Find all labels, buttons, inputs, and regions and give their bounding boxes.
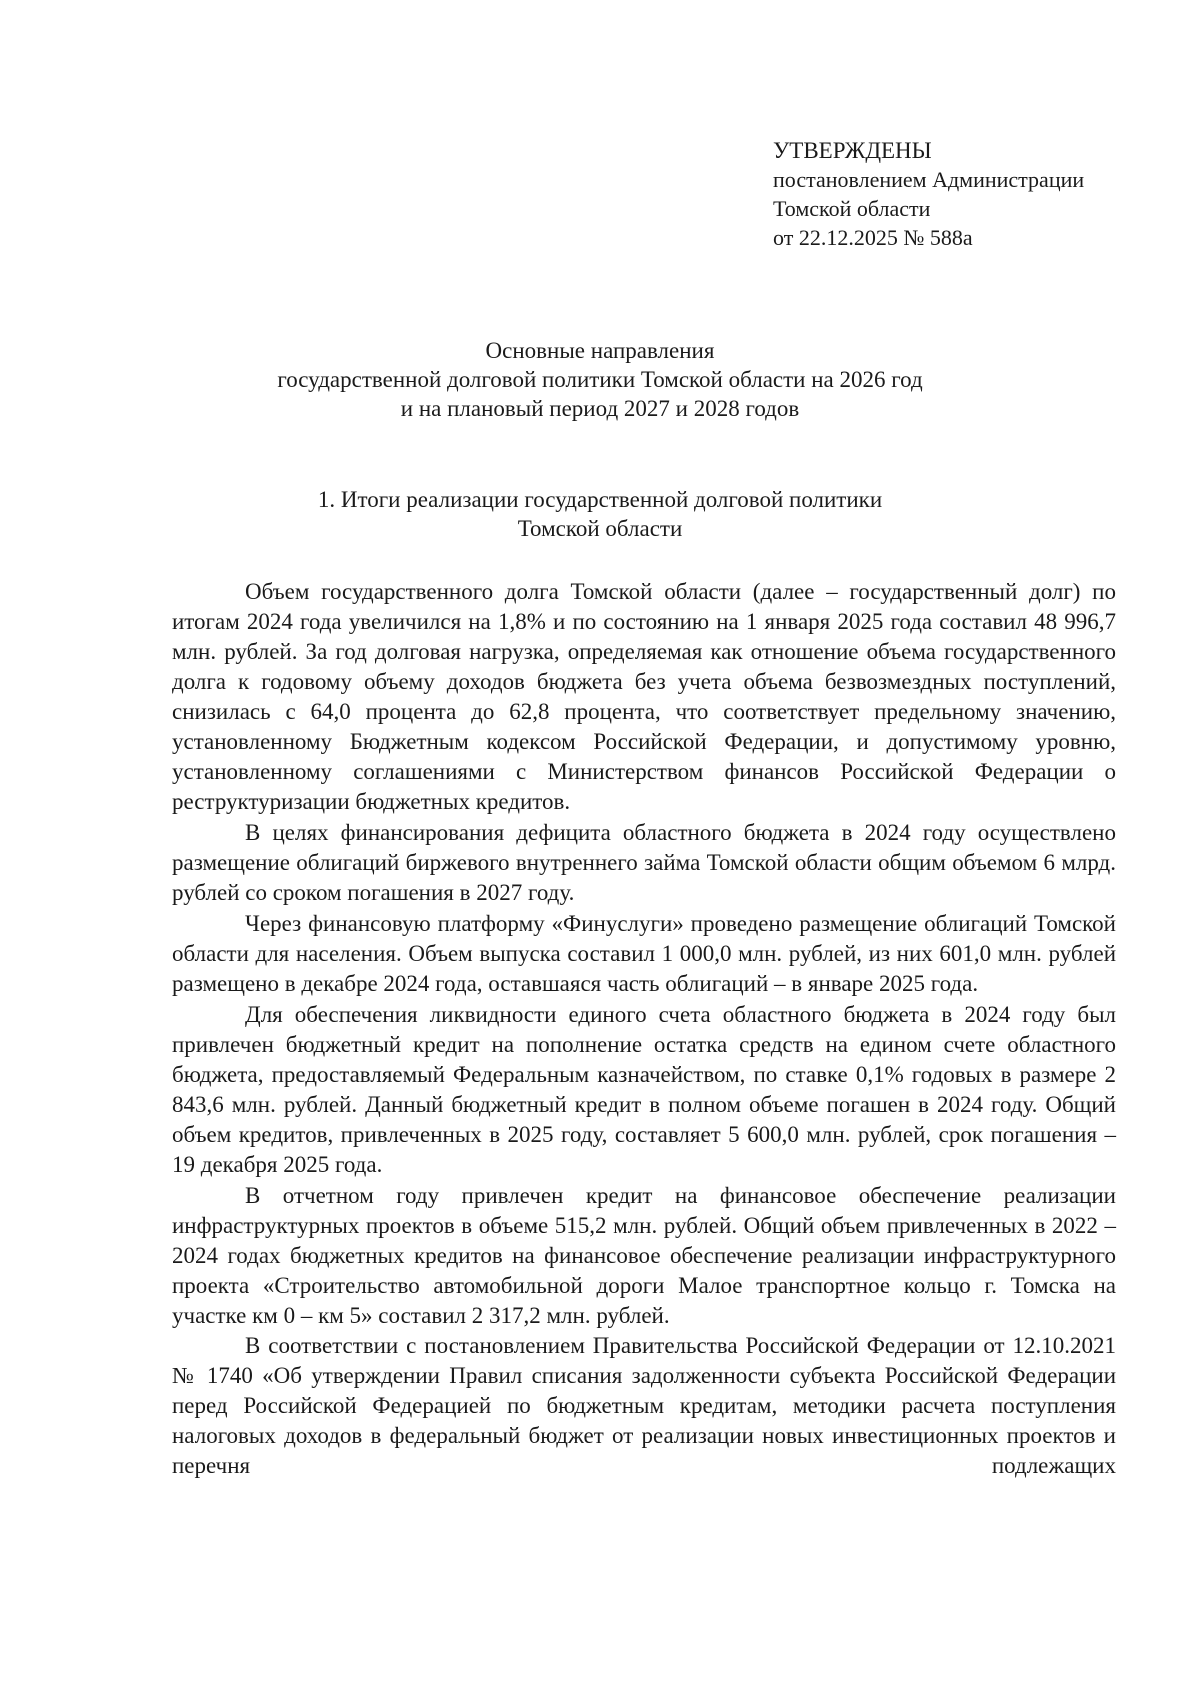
approval-title: УТВЕРЖДЕНЫ — [773, 138, 932, 163]
section-heading-line-1: 1. Итоги реализации государственной долговой политики — [317, 487, 883, 512]
approval-block — [773, 136, 1084, 252]
document-title-line-1: Основные направления — [485, 338, 715, 363]
document-title-line-3: и на плановый период 2027 и 2028 годов — [400, 396, 800, 421]
paragraph-6: В соответствии с постановлением Правительства Российской Федерации от 12.10.2021 № 1740 «Об утверждении Правил списания задолженности субъекта Российской Федерации перед Российской Федерацией по бюджетным кредитам, методики расчета поступления налоговых доходов в федеральный бюджет от реализации новых инвестиционных проектов и перечня подлежащих — [172, 1333, 1116, 1478]
paragraph-4: Для обеспечения ликвидности единого счета областного бюджета в 2024 году был привлечен бюджетный кредит на пополнение остатка средств на едином счете областного бюджета, предоставляемый Федеральным казначейством, по ставке 0,1% годовых в размере 2 843,6 млн. рублей. Данный бюджетный кредит в полном объеме погашен в 2024 году. Общий объем кредитов, привлеченных в 2025 году, составляет 5 600,0 млн. рублей, срок погашения – 19 декабря 2025 года. — [172, 1002, 1116, 1177]
paragraph-1: Объем государственного долга Томской области (далее – государственный долг) по итогам 2024 года увеличился на 1,8% и по состоянию на 1 января 2025 года составил 48 996,7 млн. рублей. За год долговая нагрузка, определяемая как отношение объема государственного долга к годовому объему доходов бюджета без учета объема безвозмездных поступлений, снизилась с 64,0 процента до 62,8 процента, что соответствует предельному значению, установленному Бюджетным кодексом Российской Федерации, и допустимому уровню, установленному соглашениями с Министерством финансов Российской Федерации о реструктуризации бюджетных кредитов. — [172, 579, 1116, 814]
document-title-line-2: государственной долговой политики Томской области на 2026 год — [277, 367, 923, 392]
body-text — [172, 577, 1116, 1481]
paragraph-5: В отчетном году привлечен кредит на финансовое обеспечение реализации инфраструктурных проектов в объеме 515,2 млн. рублей. Общий объем привлеченных в 2022 – 2024 годах бюджетных кредитов на финансовое обеспечение реализации инфраструктурного проекта «Строительство автомобильной дороги Малое транспортное кольцо г. Томска на участке км 0 – км 5» составил 2 317,2 млн. рублей. — [172, 1183, 1116, 1328]
approval-line-2: Томской области — [773, 196, 931, 221]
document-title — [0, 336, 1200, 423]
paragraph-2: В целях финансирования дефицита областного бюджета в 2024 году осуществлено размещение облигаций биржевого внутреннего займа Томской области общим объемом 6 млрд. рублей со сроком погашения в 2027 году. — [172, 820, 1116, 905]
approval-line-3: от 22.12.2025 № 588а — [773, 225, 973, 250]
section-heading — [0, 485, 1200, 543]
paragraph-3: Через финансовую платформу «Финуслуги» проведено размещение облигаций Томской области для населения. Объем выпуска составил 1 000,0 млн. рублей, из них 601,0 млн. рублей размещено в декабре 2024 года, оставшаяся часть облигаций – в январе 2025 года. — [172, 911, 1116, 996]
approval-line-1: постановлением Администрации — [773, 167, 1085, 192]
section-heading-line-2: Томской области — [517, 516, 683, 541]
